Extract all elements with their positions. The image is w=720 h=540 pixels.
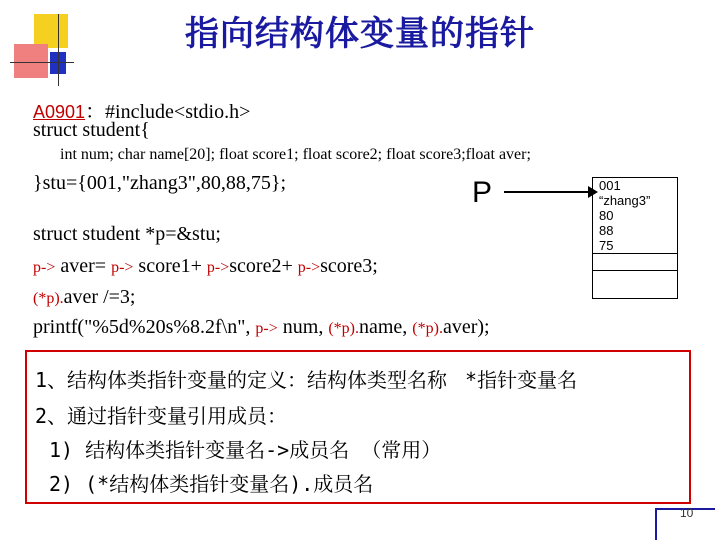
page-number: 10 xyxy=(680,506,694,520)
member-aver: aver= xyxy=(60,255,107,277)
code-line-printf xyxy=(33,316,490,339)
member-score2: score2+ xyxy=(229,255,293,277)
struct-cell: 88 xyxy=(599,223,614,238)
summary-notes-box xyxy=(25,350,691,504)
struct-cell-empty xyxy=(593,270,677,287)
code-line-aver-div xyxy=(33,286,135,309)
member-score3: score3; xyxy=(320,255,378,277)
pointer-arrow xyxy=(504,191,590,193)
page-title: 指向结构体变量的指针 xyxy=(185,14,535,54)
pointer-label: P xyxy=(472,176,493,209)
struct-cell: 001 xyxy=(599,178,621,193)
code-line-init: }stu={001,"zhang3",80,88,75}; xyxy=(33,172,287,194)
note-line-3: 1) 结构体类指针变量名->成员名 （常用） xyxy=(49,438,442,462)
deref-op: (*p). xyxy=(412,320,443,337)
code-line-aver-sum xyxy=(33,255,378,278)
arrow-op: p-> xyxy=(297,259,321,276)
struct-cell: “zhang3” xyxy=(599,193,651,208)
arrow-op: p-> xyxy=(111,259,134,276)
aver-div-text: aver /=3; xyxy=(63,286,136,308)
struct-cell: 80 xyxy=(599,208,614,223)
member-name: name, xyxy=(358,316,408,338)
note-line-2: 2、通过指针变量引用成员： xyxy=(35,404,288,428)
arrow-op: p-> xyxy=(206,259,230,276)
code-line-pointer-decl: struct student *p=&stu; xyxy=(33,223,221,245)
member-score1: score1+ xyxy=(138,255,202,277)
include-text: ：#include<stdio.h> xyxy=(85,101,251,123)
code-label: A0901 xyxy=(33,102,86,122)
code-line-members: int num; char name[20]; float score1; float score2; float score3;float aver; xyxy=(60,146,531,163)
struct-cell: 75 xyxy=(599,238,614,253)
deref-op: (*p). xyxy=(33,290,64,307)
printf-format: printf("%5d%20s%8.2f\n", xyxy=(33,316,251,338)
arrow-op: p-> xyxy=(33,259,56,276)
arrow-op: p-> xyxy=(255,320,278,337)
code-line-struct: struct student{ xyxy=(33,119,150,141)
note-line-4: 2) (*结构体类指针变量名).成员名 xyxy=(49,472,374,496)
deref-op: (*p). xyxy=(328,320,359,337)
note-line-1 xyxy=(35,364,577,393)
member-aver-end: aver); xyxy=(442,316,490,338)
struct-cell-empty xyxy=(593,253,677,270)
struct-memory-box xyxy=(592,177,678,299)
member-num: num, xyxy=(282,316,324,338)
note-pointer-name: *指针变量名 xyxy=(465,368,578,392)
note-definition: 1、结构体类指针变量的定义：结构体类型名称 xyxy=(35,368,448,392)
